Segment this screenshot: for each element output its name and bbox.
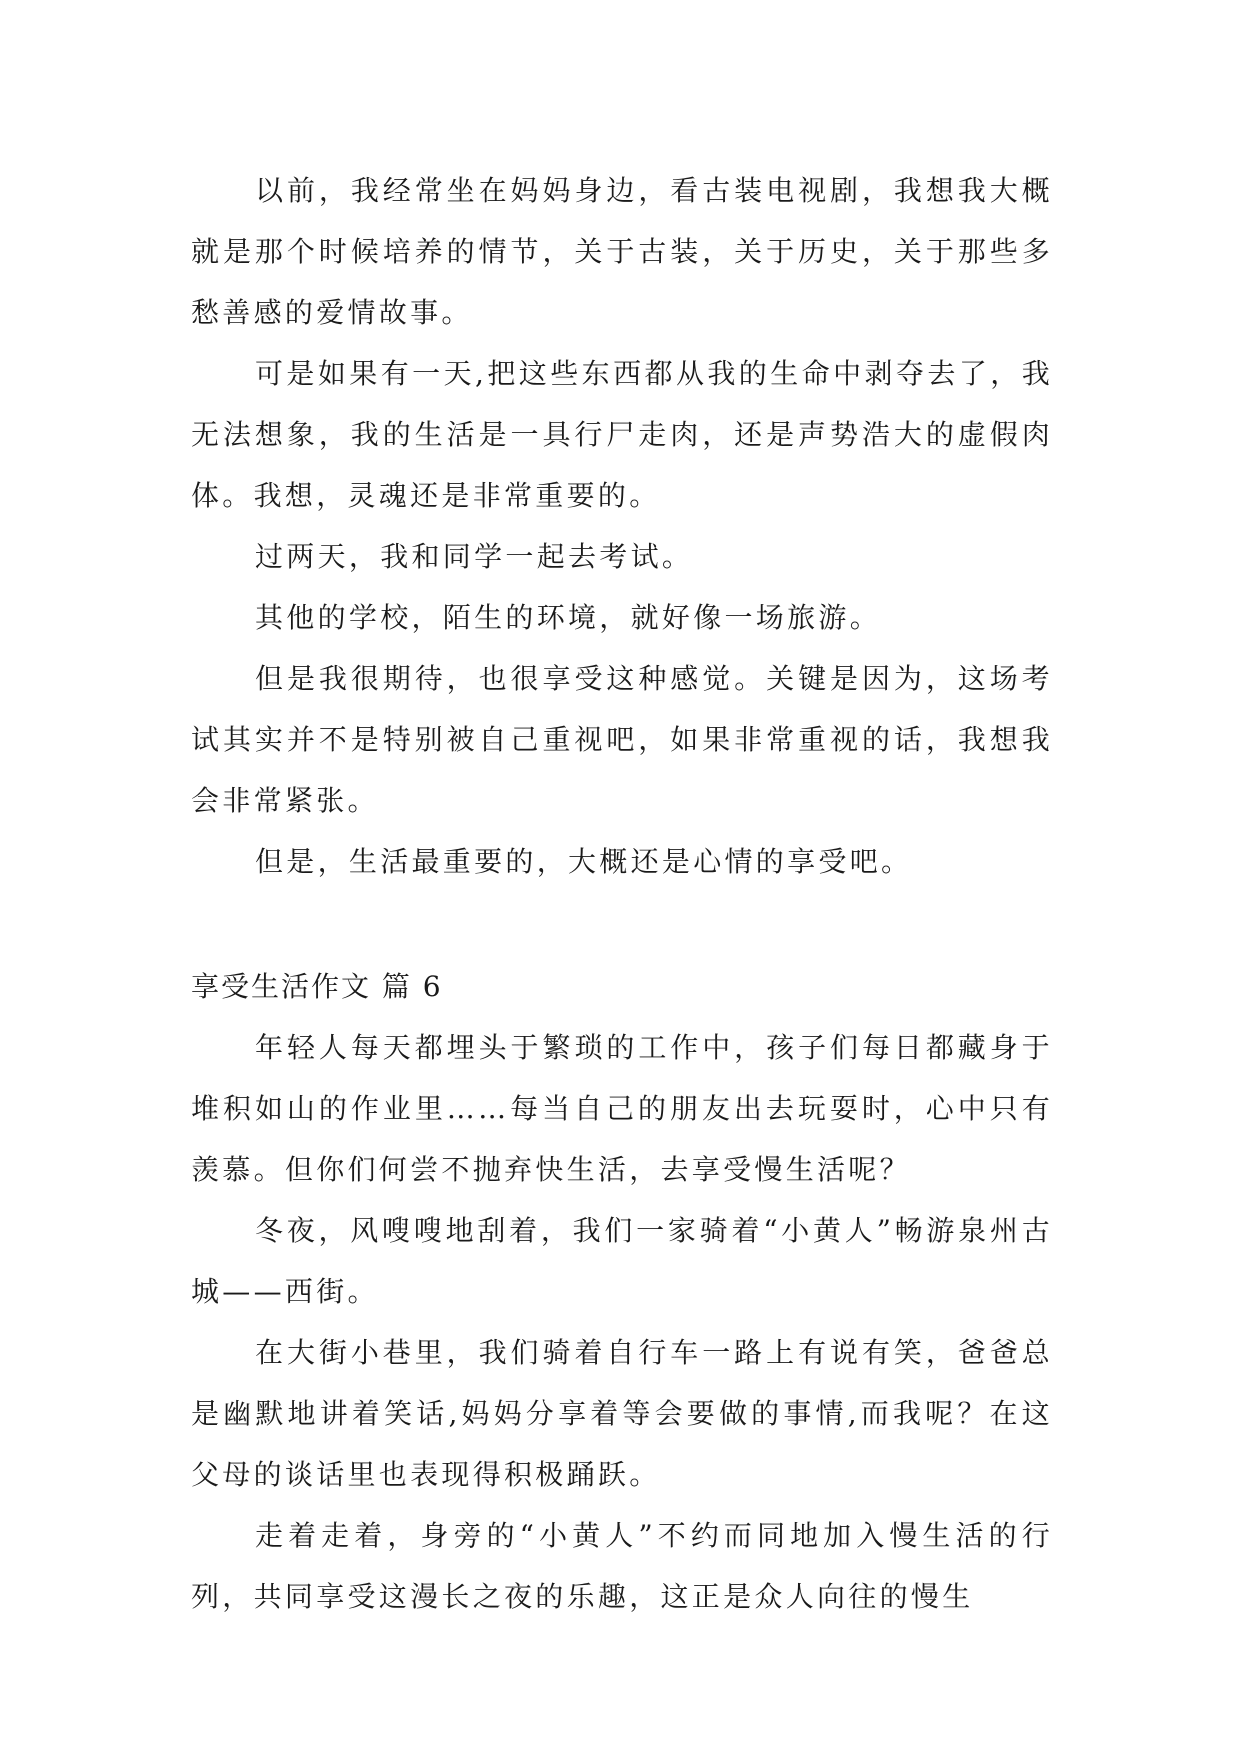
- paragraph: 其他的学校，陌生的环境，就好像一场旅游。: [255, 601, 882, 634]
- paragraph: 过两天，我和同学一起去考试。: [255, 540, 694, 573]
- section-heading: 享受生活作文 篇 6: [191, 970, 443, 1003]
- paragraph: 但是我很期待，也很享受这种感觉。关键是因为，这场考试其实并不是特别被自己重视吧，如果非常重视的话，我想我会非常紧张。: [191, 662, 1053, 817]
- document-body: [191, 160, 1053, 1627]
- paragraph: 年轻人每天都埋头于繁琐的工作中，孩子们每日都藏身于堆积如山的作业里……每当自己的朋友出去玩耍时，心中只有羡慕。但你们何尝不抛弃快生活，去享受慢生活呢？: [191, 1031, 1053, 1186]
- paragraph: 在大街小巷里，我们骑着自行车一路上有说有笑，爸爸总是幽默地讲着笑话,妈妈分享着等会要做的事情,而我呢？在这父母的谈话里也表现得积极踊跃。: [191, 1336, 1053, 1491]
- paragraph: 以前，我经常坐在妈妈身边，看古装电视剧，我想我大概就是那个时候培养的情节，关于古装，关于历史，关于那些多愁善感的爱情故事。: [191, 174, 1053, 329]
- paragraph: 走着走着，身旁的“小黄人”不约而同地加入慢生活的行列，共同享受这漫长之夜的乐趣，这正是众人向往的慢生: [191, 1519, 1053, 1613]
- paragraph: 冬夜，风嗖嗖地刮着，我们一家骑着“小黄人”畅游泉州古城——西街。: [191, 1214, 1053, 1308]
- paragraph: 可是如果有一天,把这些东西都从我的生命中剥夺去了，我无法想象，我的生活是一具行尸走肉，还是声势浩大的虚假肉体。我想，灵魂还是非常重要的。: [191, 357, 1053, 512]
- paragraph: 但是，生活最重要的，大概还是心情的享受吧。: [255, 845, 913, 878]
